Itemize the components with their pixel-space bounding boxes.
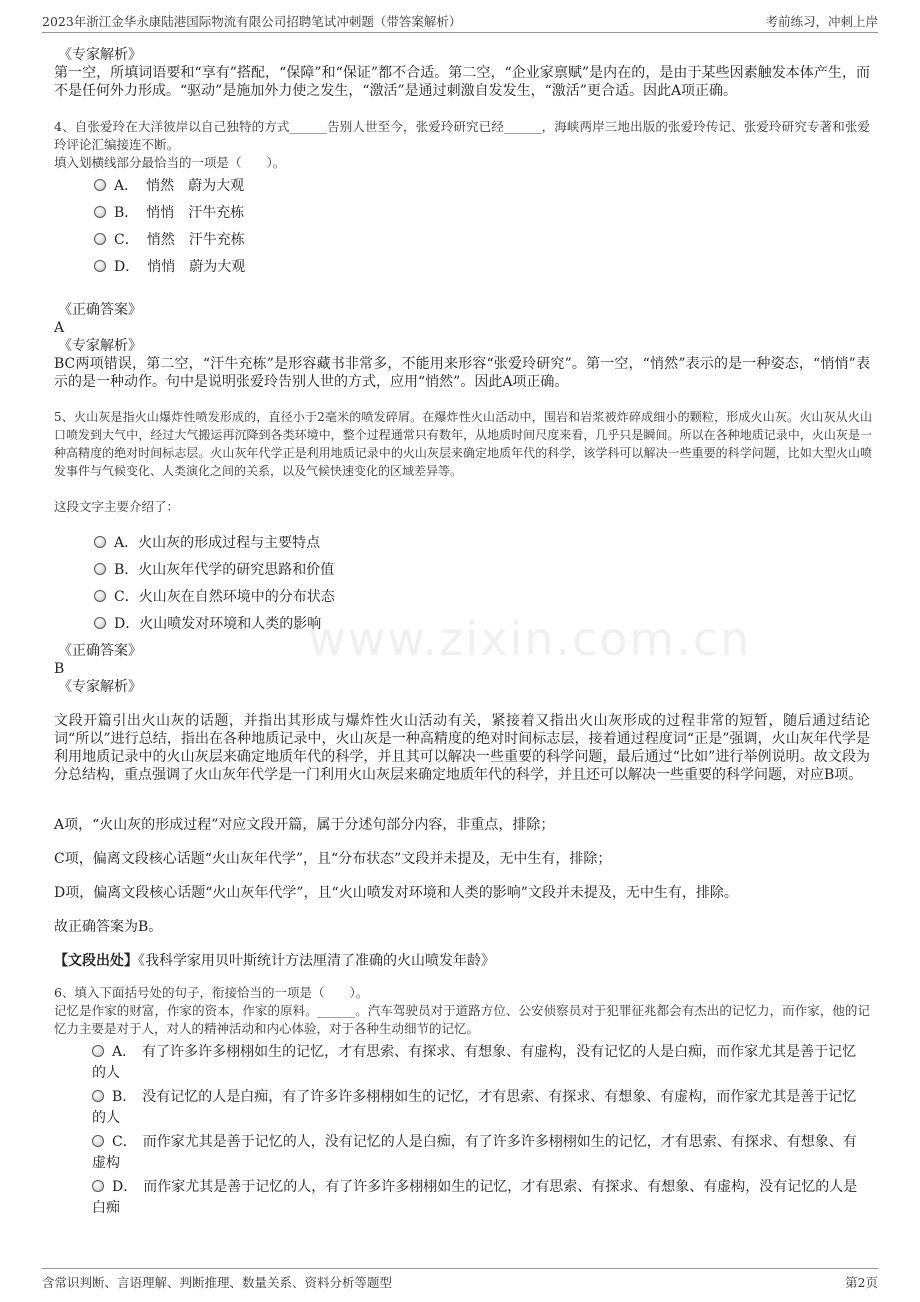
question-5-prompt: 这段文字主要介绍了： — [54, 499, 180, 514]
question-5-conclusion: 故正确答案为B。 — [54, 919, 163, 935]
question-5-source — [54, 952, 874, 970]
analysis-text: 第一空，所填词语要和“享有”搭配，“保障”和“保证”都不合适。第二空，“企业家禀赋”是内在的，是由于某些因素触发本体产生，而不是任何外力形成。“驱动”是施加外力使之发生，“激活”是通过刺激自发发生，“激活”更合适。因此A项正确。 — [54, 65, 870, 99]
question-6-option-a[interactable]: A． 有了许多许多栩栩如生的记忆，才有思索、有探求、有想象、有虚构，没有记忆的人是白痴，而作家尤其是善于记忆的人 — [92, 1044, 857, 1081]
analysis-label: 《专家解析》 — [58, 338, 142, 354]
radio-icon[interactable] — [92, 1045, 104, 1057]
question-6-stem: 6、填入下面括号处的句子，衔接恰当的一项是（ ）。 — [54, 985, 369, 1000]
question-6-passage: 记忆是作家的财富，作家的资本，作家的原料。______。汽车驾驶员对于道路方位、公安侦察员对于犯罪征兆都会有杰出的记忆力，而作家，他的记忆力主要是对于人，对人的精神活动和内心体验，对于各种生动细节的记忆。 — [54, 1003, 870, 1036]
question-6-option-c[interactable]: C． 而作家尤其是善于记忆的人，没有记忆的人是白痴，有了许多许多栩栩如生的记忆，才有思索、有探求、有想象、有虚构 — [92, 1134, 857, 1171]
question-6-option-d[interactable]: D． 而作家尤其是善于记忆的人，有了许多许多栩栩如生的记忆，才有思索、有探求、有想象、有虚构，没有记忆的人是白痴 — [92, 1179, 858, 1216]
footer-subjects: 含常识判断、言语理解、判断推理、数量关系、资料分析等题型 — [42, 1275, 393, 1290]
answer-label: 《正确答案》 — [58, 643, 142, 659]
radio-icon[interactable] — [94, 179, 106, 191]
radio-icon[interactable] — [94, 206, 106, 218]
radio-icon[interactable] — [94, 590, 106, 602]
source-tag: 【文段出处】 — [54, 953, 138, 969]
question-4-option-a[interactable]: A． 悄然 蔚为大观 — [94, 177, 244, 195]
question-5-stem: 5、火山灰是指火山爆炸性喷发形成的，直径小于2毫米的喷发碎屑。在爆炸性火山活动中，围岩和岩浆被炸碎成细小的颗粒，形成火山灰。火山灰从火山口喷发到大气中，经过大气搬运再沉降到各类环境中，整个过程通常只有数年，从地质时间尺度来看，几乎只是瞬间。所以在各种地质记录中，火山灰是一种高精度的绝对时间标志层。火山灰年代学正是利用地质记录中的火山灰层来确定地质年代的科学，该学科可以解决一些重要的科学问题，比如大型火山喷发事件与气候变化、人类演化之间的关系，以及气候快速变化的区域差异等。 — [54, 410, 872, 478]
question-4-option-c[interactable]: C． 悄然 汗牛充栋 — [94, 231, 245, 249]
question-5-analysis: 文段开篇引出火山灰的话题，并指出其形成与爆炸性火山活动有关，紧接着又指出火山灰形成的过程非常的短暂，随后通过结论词“所以”进行总结，指出在各种地质记录中，火山灰是一种高精度的绝对时间标志层，接着通过程度词“正是”强调，火山灰年代学是利用地质记录中的火山灰层来确定地质年代的科学，并且其可以解决一些重要的科学问题，最后通过“比如”进行举例说明。故文段为分总结构，重点强调了火山灰年代学是一门利用火山灰层来确定地质年代的科学，并且还可以解决一些重要的科学问题，对应B项。 — [54, 713, 870, 783]
analysis-label: 《专家解析》 — [58, 679, 142, 695]
question-5-option-a[interactable]: A．火山灰的形成过程与主要特点 — [94, 534, 320, 552]
question-5-analysis-c: C项，偏离文段核心话题“火山灰年代学”，且“分布状态”文段并未提及，无中生有，排除； — [54, 851, 612, 867]
question-4-option-d[interactable]: D． 悄悄 蔚为大观 — [94, 258, 245, 276]
radio-icon[interactable] — [94, 563, 106, 575]
question-5-option-b[interactable]: B．火山灰年代学的研究思路和价值 — [94, 561, 334, 579]
radio-icon[interactable] — [92, 1180, 104, 1192]
radio-icon[interactable] — [94, 260, 106, 272]
radio-icon[interactable] — [94, 536, 106, 548]
radio-icon[interactable] — [92, 1135, 104, 1147]
question-5-option-c[interactable]: C．火山灰在自然环境中的分布状态 — [94, 588, 335, 606]
answer-label: 《正确答案》 — [58, 302, 142, 318]
page-footer — [42, 1268, 878, 1293]
document-title: 2023年浙江金华永康陆港国际物流有限公司招聘笔试冲刺题（带答案解析） — [42, 14, 462, 29]
header-tagline: 考前练习，冲刺上岸 — [765, 14, 878, 29]
question-4-analysis: BC两项错误，第二空，“汗牛充栋”是形容藏书非常多，不能用来形容“张爱玲研究”。第一空，“悄然”表示的是一种姿态，“悄悄”表示的是一种动作。句中是说明张爱玲告别人世的方式，应用“悄然”。因此A项正确。 — [54, 356, 870, 390]
analysis-label: 《专家解析》 — [58, 47, 142, 63]
question-4-stem: 4、自张爱玲在大洋彼岸以自己独特的方式______告别人世至今，张爱玲研究已经______，海峡两岸三地出版的张爱玲传记、张爱玲研究专著和张爱玲评论汇编接连不断。 — [54, 119, 870, 152]
question-5-answer: B — [54, 661, 65, 677]
watermark: www.zixin.com.cn — [308, 612, 752, 666]
question-6-option-b[interactable]: B． 没有记忆的人是白痴，有了许多许多栩栩如生的记忆，才有思索、有探求、有想象、有虚构，而作家尤其是善于记忆的人 — [92, 1089, 857, 1126]
page-number: 第2页 — [845, 1275, 878, 1290]
question-5-analysis-d: D项，偏离文段核心话题“火山灰年代学”，且“火山喷发对环境和人类的影响”文段并未提及，无中生有，排除。 — [54, 885, 738, 901]
question-4-prompt: 填入划横线部分最恰当的一项是（ ）。 — [54, 155, 286, 170]
question-4-answer: A — [54, 320, 65, 336]
page-header — [42, 10, 878, 33]
question-4-option-b[interactable]: B． 悄悄 汗牛充栋 — [94, 204, 244, 222]
source-title: 《我科学家用贝叶斯统计方法厘清了准确的火山喷发年龄》 — [138, 953, 495, 969]
radio-icon[interactable] — [94, 233, 106, 245]
radio-icon[interactable] — [92, 1090, 104, 1102]
question-5-analysis-a: A项，“火山灰的形成过程”对应文段开篇，属于分述句部分内容，非重点，排除； — [54, 817, 555, 833]
radio-icon[interactable] — [94, 617, 106, 629]
question-5-option-d[interactable]: D．火山喷发对环境和人类的影响 — [94, 615, 321, 633]
